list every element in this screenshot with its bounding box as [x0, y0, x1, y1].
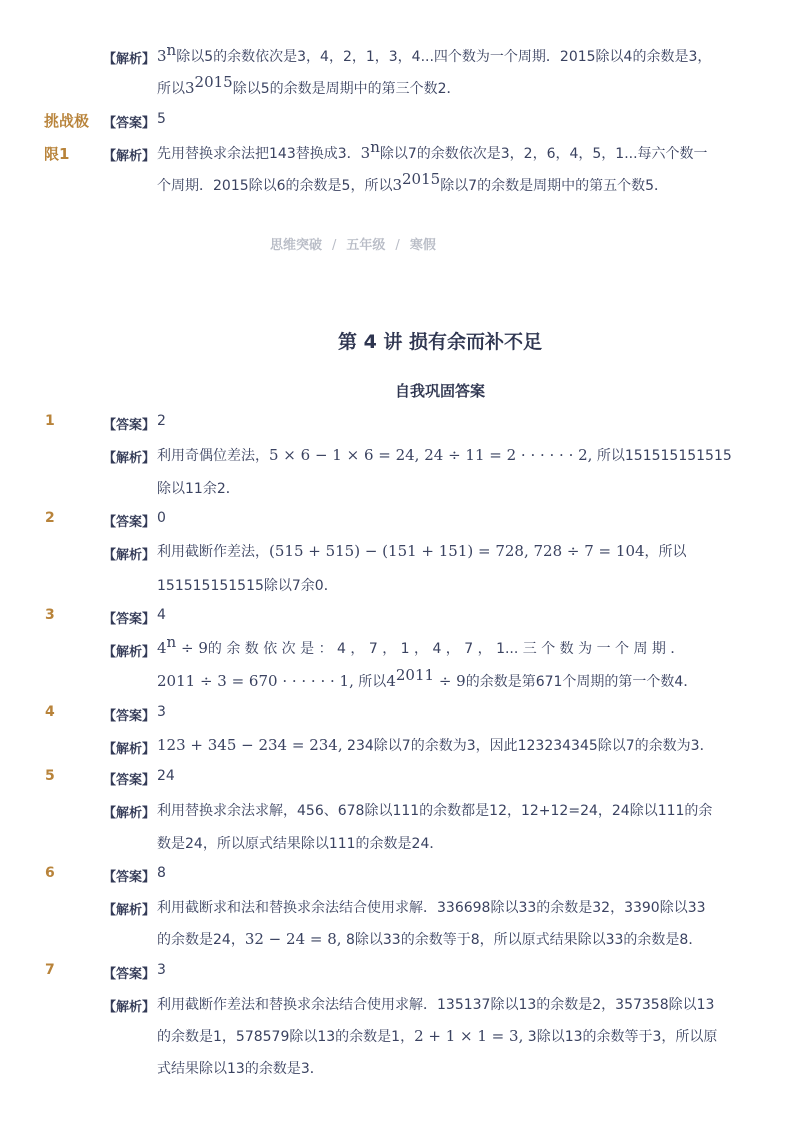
answer-label: 【答案】	[103, 116, 156, 131]
analysis-label: 【解析】	[103, 451, 156, 466]
analysis-label: 【解析】	[103, 645, 156, 660]
analysis-label: 【解析】	[103, 548, 156, 563]
analysis-line: 的余数是1，578579除以13的余数是1，2 + 1 × 1 = 3, 3除以13的余数等于3，所以原	[157, 1027, 718, 1045]
item-number: 2	[45, 510, 55, 526]
answer-value: 24	[157, 768, 175, 784]
analysis-line: 利用替换求余法求解，456、678除以111的余数都是12，12+12=24，24除以111的余	[157, 803, 713, 819]
page-footer: 思维突破 / 五年级 / 寒假	[270, 238, 436, 253]
analysis-line: 151515151515除以7余0．	[157, 578, 338, 594]
analysis-label: 【解析】	[103, 742, 156, 757]
answer-label: 【答案】	[103, 967, 156, 982]
answer-value: 3	[157, 704, 166, 720]
analysis-line: 除以11余2．	[157, 481, 240, 497]
challenge-side-label: 限1	[44, 145, 70, 163]
answer-value: 2	[157, 413, 166, 429]
challenge-side-label: 挑战极	[44, 112, 90, 130]
answer-label: 【答案】	[103, 773, 156, 788]
analysis-line: 利用截断求和法和替换求余法结合使用求解．336698除以33的余数是32，3390除以33	[157, 900, 706, 916]
analysis-line: 利用奇偶位差法，5 × 6 − 1 × 6 = 24, 24 ÷ 11 = 2 · · · · · · 2, 所以151515151515	[157, 446, 732, 464]
analysis-line: 式结果除以13的余数是3．	[157, 1061, 324, 1077]
answer-value: 5	[157, 111, 166, 127]
answer-label: 【答案】	[103, 709, 156, 724]
analysis-label: 【解析】	[103, 52, 156, 67]
item-number: 1	[45, 413, 55, 429]
analysis-line: 先用替换求余法把143替换成3．3$^n$除以7的余数依次是3，2，6，4，5，1...每六个数一	[157, 138, 708, 162]
analysis-line: 所以$3^{2015}$除以5的余数是周期中的第三个数2．	[157, 73, 461, 97]
analysis-line: 2011 ÷ 3 = 670 · · · · · · 1, 所以$4^{2011} \div 9$的余数是第671个周期的第一个数4．	[157, 666, 698, 690]
analysis-line: $4^n \div 9$的 余 数 依 次 是 ： 4 ， 7 ， 1 ， 4 ， 7 ， 1... 三 个 数 为 一 个 周 期 ．	[157, 633, 685, 657]
item-number: 6	[45, 865, 55, 881]
analysis-line: 的余数是24，32 − 24 = 8, 8除以33的余数等于8，所以原式结果除以33的余数是8．	[157, 930, 703, 948]
analysis-label: 【解析】	[103, 806, 156, 821]
analysis-line: 利用截断作差法，(515 + 515) − (151 + 151) = 728, 728 ÷ 7 = 104，所以	[157, 542, 687, 560]
analysis-line: 123 + 345 − 234 = 234, 234除以7的余数为3，因此123234345除以7的余数为3．	[157, 736, 714, 754]
answer-label: 【答案】	[103, 418, 156, 433]
answer-label: 【答案】	[103, 612, 156, 627]
analysis-line: 3$^n$除以5的余数依次是3，4，2，1，3，4...四个数为一个周期．2015除以4的余数是3，	[157, 41, 712, 65]
answer-value: 3	[157, 962, 166, 978]
answer-value: 4	[157, 607, 166, 623]
item-number: 7	[45, 962, 55, 978]
section-subtitle: 自我巩固答案	[394, 382, 485, 400]
analysis-line: 个周期．2015除以6的余数是5，所以$3^{2015}$除以7的余数是周期中的第五个数5．	[157, 170, 669, 194]
item-number: 4	[45, 704, 55, 720]
analysis-label: 【解析】	[103, 1000, 156, 1015]
page-title: 第 4 讲 损有余而补不足	[337, 331, 543, 353]
item-number: 3	[45, 607, 55, 623]
item-number: 5	[45, 768, 55, 784]
answer-value: 8	[157, 865, 166, 881]
analysis-line: 利用截断作差法和替换求余法结合使用求解．135137除以13的余数是2，357358除以13	[157, 997, 715, 1013]
analysis-label: 【解析】	[103, 149, 156, 164]
answer-value: 0	[157, 510, 166, 526]
analysis-line: 数是24，所以原式结果除以111的余数是24．	[157, 836, 444, 852]
answer-label: 【答案】	[103, 515, 156, 530]
answer-label: 【答案】	[103, 870, 156, 885]
analysis-label: 【解析】	[103, 903, 156, 918]
